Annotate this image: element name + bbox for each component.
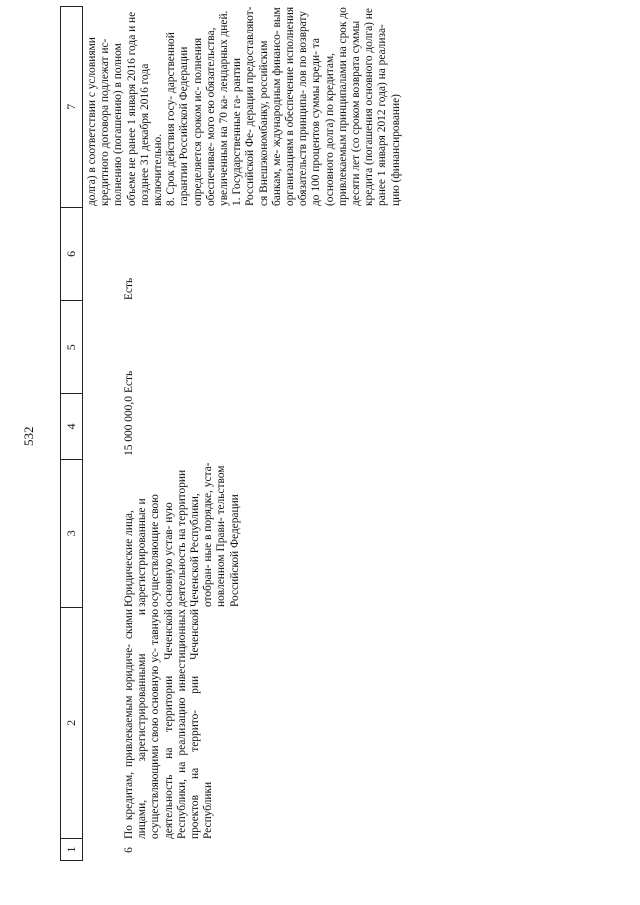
header-col-2: 2 — [61, 607, 82, 838]
regress-value: Есть — [123, 370, 135, 393]
header-col-5: 5 — [61, 300, 82, 393]
header-col-6: 6 — [61, 207, 82, 301]
amount-value: 15 000 000,0 — [123, 396, 135, 456]
purpose-text — [123, 609, 215, 839]
purpose-paragraph: По кредитам, привлекаемым юридиче- скими лицами, зарегистрированными и осуществляющими свою основную ус- тавную деятельность на территории Чеченской Республики, на реализацию инвестиционных проектов на террито- рии Чеченской Республики — [123, 609, 215, 839]
conditions-paragraph: 8. Срок действия госу- дарственной гарантии Российской Федерации определяется сроком ис- полнения обеспечивае- мого ею обязательства, увеличенным на 70 ка- лендарных дней. — [165, 10, 231, 206]
principal-paragraph: Юридические лица, зарегистрированные и осуществляющие свою основную устав- ную деятельность на территории Чеченской Республики, отобран- ные в порядке, уста- новленном Прави- тельством Российской Федерации — [123, 462, 241, 607]
conditions-paragraph: долга) в соответствии с условиями кредитного договора подлежат ис- полнению (погашению) в полном объеме не ранее 1 января 2016 года и не позднее 31 декабря 2016 года включительно. — [86, 11, 165, 206]
header-col-3: 3 — [61, 459, 82, 607]
header-col-7: 7 — [64, 103, 78, 110]
header-col-1: 1 — [61, 838, 82, 860]
conditions-continued — [86, 6, 403, 206]
rotated-table — [60, 6, 590, 861]
table-header — [60, 6, 83, 861]
principal-text — [123, 459, 242, 607]
analysis-value: Есть — [123, 277, 135, 300]
conditions-row-text: 1. Государственные га- рантии Российской Фе- дерации предоставляют- ся Внешэкономбанку, российским банкам, ме- ждународным финансо- вым организациям в обеспечение исполнения обязательств принципа- лов по возврату до 100 процентов суммы креди- та (основного долга) по кредитам, привлекаемым принципалами на срок до десяти лет (со сроком возврата суммы кредита (погашения основного долга) не ранее 1 января 2012 года) на реализа- цию (финансирование) — [231, 6, 402, 206]
row-number: 6 — [123, 847, 135, 853]
page-number: 532 — [21, 426, 36, 446]
header-col-4: 4 — [61, 393, 82, 459]
